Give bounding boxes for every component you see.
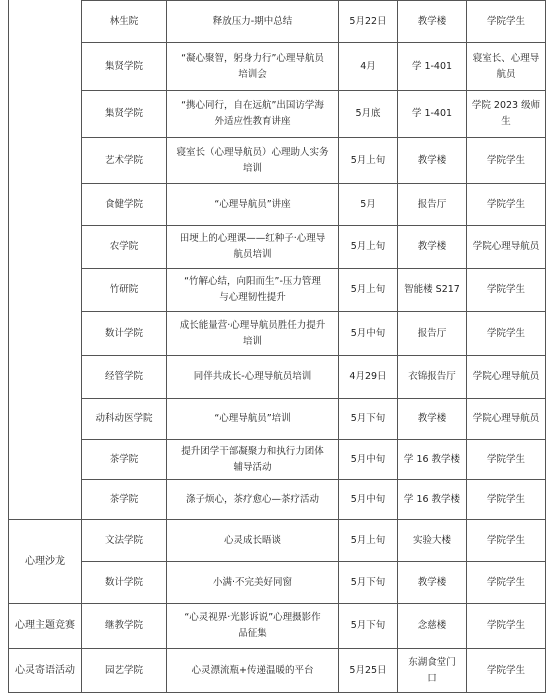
venue-cell: 实验大楼: [412, 534, 451, 546]
activity-cell: “心理导航员”培训: [214, 413, 291, 424]
date-cell: 5月中旬: [350, 493, 386, 505]
date-cell: 4月29日: [349, 371, 387, 382]
audience-cell: 学院学生: [486, 327, 525, 339]
venue-cell: 学 1-401: [411, 60, 453, 72]
college-cell: 艺术学院: [104, 154, 143, 166]
category-cell: 心理主题竞赛: [15, 620, 75, 631]
activity-cell: 田埂上的心理课——红种子·心理导 航员培训: [179, 233, 326, 260]
college-cell: 林生院: [109, 15, 139, 27]
activity-cell: “心理导航员”讲座: [214, 198, 291, 210]
date-cell: 5月25日: [349, 664, 387, 676]
college-cell: 继教学院: [104, 620, 143, 631]
venue-cell: 报告厅: [417, 198, 447, 210]
audience-cell: 学院学生: [486, 534, 525, 546]
venue-cell: 学 16 教学楼: [403, 453, 461, 465]
venue-cell: 教学楼: [417, 241, 447, 252]
audience-cell: 学院 2023 级师 生: [471, 100, 541, 127]
audience-cell: 寝室长、心理导 航员: [472, 52, 540, 80]
date-cell: 5月上旬: [350, 284, 386, 295]
venue-cell: 念慈楼: [417, 620, 447, 631]
date-cell: 5月底: [355, 108, 381, 119]
audience-cell: 学院学生: [486, 664, 525, 676]
venue-cell: 智能楼 S217: [404, 284, 460, 295]
activity-cell: “携心同行，自在远航”出国访学海 外适应性教育讲座: [181, 100, 324, 127]
college-cell: 集贤学院: [104, 108, 143, 119]
date-cell: 5月中旬: [350, 327, 386, 339]
college-cell: 竹研院: [109, 284, 139, 295]
college-cell: 文法学院: [104, 534, 143, 546]
column-divider: [545, 0, 546, 692]
audience-cell: 学院学生: [486, 576, 525, 588]
date-cell: 5月下旬: [350, 576, 386, 588]
activity-cell: 提升团学干部凝聚力和执行力团体 辅导活动: [181, 445, 324, 473]
audience-cell: 学院学生: [486, 284, 525, 295]
activity-cell: “心灵视界·光影诉说”心理摄影作 品征集: [184, 612, 321, 639]
activity-cell: 同伴共成长-心理导航员培训: [193, 371, 312, 382]
date-cell: 5月22日: [349, 15, 387, 27]
audience-cell: 学院心理导航员: [472, 413, 540, 424]
activity-cell: “竹解心结，向阳而生”-压力管理 与心理韧性提升: [184, 276, 321, 303]
activity-cell: “凝心聚智，躬身力行”心理导航员 培训会: [181, 52, 324, 80]
activity-cell: 成长能量营·心理导航员胜任力提升 培训: [179, 319, 326, 347]
venue-cell: 东湖食堂门 口: [408, 656, 456, 684]
audience-cell: 学院学生: [486, 493, 525, 505]
category-cell: 心理沙龙: [25, 555, 65, 567]
college-cell: 农学院: [109, 241, 139, 252]
college-cell: 茶学院: [109, 453, 139, 465]
venue-cell: 报告厅: [417, 327, 447, 339]
venue-cell: 学 16 教学楼: [403, 493, 461, 505]
audience-cell: 学院学生: [486, 15, 525, 27]
date-cell: 5月下旬: [350, 413, 386, 424]
activity-cell: 寝室长（心理导航员）心理助人实务 培训: [176, 146, 329, 174]
date-cell: 5月下旬: [350, 620, 386, 631]
activity-cell: 心灵成长晤谈: [223, 534, 281, 546]
venue-cell: 教学楼: [417, 154, 447, 166]
college-cell: 数计学院: [104, 576, 143, 588]
date-cell: 5月上旬: [350, 534, 386, 546]
activity-cell: 涤子烦心，茶疗愈心—茶疗活动: [185, 493, 319, 505]
row-divider: [8, 692, 546, 693]
audience-cell: 学院学生: [486, 154, 525, 166]
date-cell: 5月中旬: [350, 453, 386, 465]
audience-cell: 学院学生: [486, 453, 525, 465]
date-cell: 5月上旬: [350, 154, 386, 166]
activity-cell: 心灵漂流瓶+传递温暖的平台: [191, 664, 314, 676]
activity-cell: 小满·不完美好同窗: [212, 576, 293, 588]
category-cell: 心灵寄语活动: [15, 664, 75, 676]
date-cell: 5月上旬: [350, 241, 386, 252]
audience-cell: 学院学生: [486, 198, 525, 210]
audience-cell: 学院学生: [486, 620, 525, 631]
college-cell: 动科动医学院: [95, 413, 153, 424]
college-cell: 经管学院: [104, 371, 143, 382]
venue-cell: 学 1-401: [411, 108, 453, 119]
college-cell: 数计学院: [104, 327, 143, 339]
date-cell: 5月: [360, 198, 376, 210]
venue-cell: 教学楼: [417, 15, 447, 27]
date-cell: 4月: [360, 60, 376, 72]
venue-cell: 教学楼: [417, 576, 447, 588]
audience-cell: 学院心理导航员: [472, 371, 540, 382]
venue-cell: 衣锦报告厅: [408, 371, 456, 382]
college-cell: 茶学院: [109, 493, 139, 505]
audience-cell: 学院心理导航员: [472, 241, 540, 252]
activity-cell: 释放压力-期中总结: [212, 15, 293, 27]
college-cell: 园艺学院: [104, 664, 143, 676]
college-cell: 食健学院: [104, 198, 143, 210]
venue-cell: 教学楼: [417, 413, 447, 424]
college-cell: 集贤学院: [104, 60, 143, 72]
